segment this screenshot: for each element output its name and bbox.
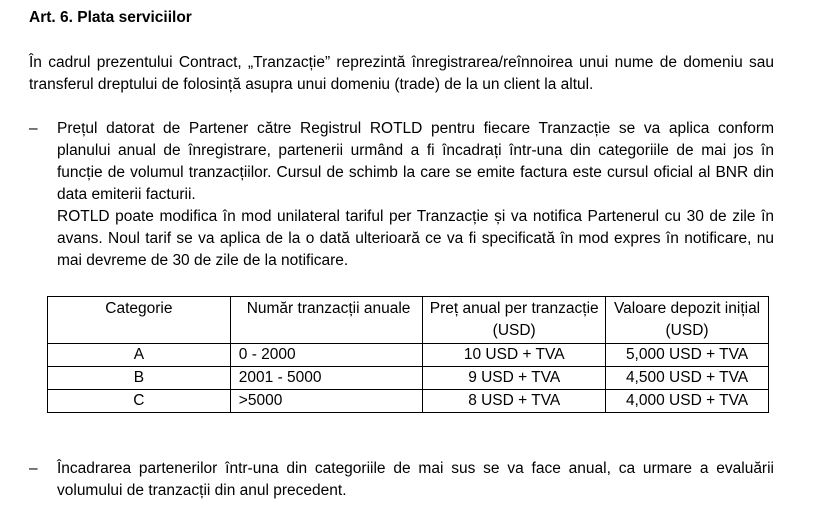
pricing-table [47,296,769,413]
table-cell: 10 USD + TVA [423,344,606,367]
table-cell: B [48,367,231,390]
table-row [48,344,769,367]
bullet-body [57,458,774,502]
table-cell: A [48,344,231,367]
table-cell: 4,000 USD + TVA [606,390,769,413]
bullet-dash: – [29,460,38,477]
tariff-change-paragraph: ROTLD poate modifica în mod unilateral tariful per Tranzacție și va notifica Partenerul cu 30 de zile în avans. Noul tarif se va aplica de la o dată ulterioară ce va fi specificată în mod expres în notificare, nu mai devreme de 30 de zile de la notificare. [57,208,774,269]
table-row [48,390,769,413]
bullet-dash: – [29,120,38,137]
column-header: Număr tranzacții anuale [230,297,423,344]
intro-paragraph: În cadrul prezentului Contract, „Tranzacție” reprezintă înregistrarea/reînnoirea unui nume de domeniu sau transferul dreptului de folosință asupra unui domeniu (trade) de la un client la altul. [29,54,774,93]
table-cell: 5,000 USD + TVA [606,344,769,367]
bullet-item-pricing [29,118,774,272]
table-cell: 0 - 2000 [230,344,423,367]
categorization-paragraph: Încadrarea partenerilor într-una din categoriile de mai sus se va face anual, ca urmare a evaluării volumului de tranzacții din anul precedent. [57,460,774,499]
table-cell: 9 USD + TVA [423,367,606,390]
column-header: Categorie [48,297,231,344]
bullet-item-categorization [29,458,774,502]
table-cell: >5000 [230,390,423,413]
bullet-body [57,118,774,272]
table-cell: 8 USD + TVA [423,390,606,413]
column-header: Preț anual per tranzacție (USD) [423,297,606,344]
table-cell: C [48,390,231,413]
table-header-row [48,297,769,344]
article-heading: Art. 6. Plata serviciilor [29,9,192,26]
table-row [48,367,769,390]
table-cell: 2001 - 5000 [230,367,423,390]
column-header: Valoare depozit inițial (USD) [606,297,769,344]
pricing-paragraph: Prețul datorat de Partener către Registrul ROTLD pentru fiecare Tranzacție se va aplica conform planului anual de înregistrare, partenerii urmând a fi încadrați într-una din categoriile de mai jos în funcție de volumul tranzacțiilor. Cursul de schimb la care se emite factura este cursul oficial al BNR din data emiterii facturii. [57,120,774,203]
table-cell: 4,500 USD + TVA [606,367,769,390]
